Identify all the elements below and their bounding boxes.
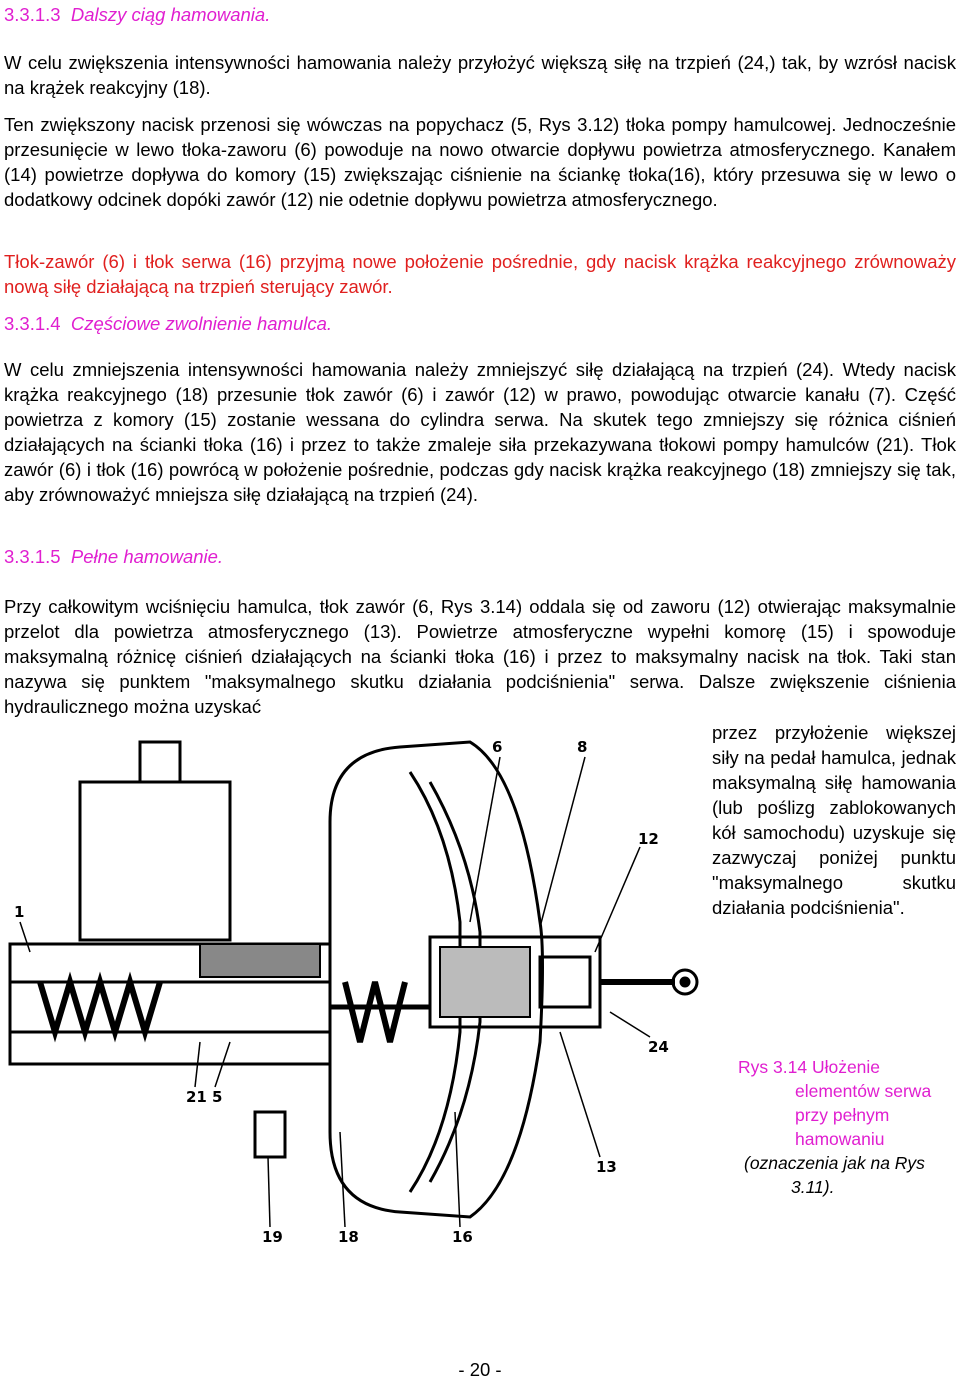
caption-text: przy pełnym xyxy=(795,1105,890,1125)
figure-caption xyxy=(738,1055,956,1199)
part-label: 16 xyxy=(452,1228,473,1246)
caption-text: hamowaniu xyxy=(795,1129,885,1149)
section-heading-3-3-1-5: 3.3.1.5 Pełne hamowanie. xyxy=(4,546,224,567)
paragraph: Przy całkowitym wciśnięciu hamulca, tłok zawór (6, Rys 3.14) oddala się od zaworu (12) otwierając maksymalnie przelot dla powietrza atmosferycznego (13). Powietrze atmosferyczne wypełni komorę (15) i spowoduje maksymalną różnicę ciśnień działających na ścianki tłoka (16) i przez to maksymalny nacisk na tłok. Taki stan nazywa się punktem "maksymalnego skutku działania podciśnienia" serwa. Dalsze zwiększenie ciśnienia hydraulicznego można uzyskać xyxy=(4,596,956,717)
caption-text: Ułożenie xyxy=(811,1057,881,1077)
figure-number: Rys 3.14 xyxy=(738,1057,808,1077)
caption-text: elementów serwa xyxy=(795,1081,932,1101)
section-title: Dalszy ciąg hamowania. xyxy=(70,4,271,25)
caption-note: 3.11). xyxy=(791,1177,835,1197)
section-title: Częściowe zwolnienie hamulca. xyxy=(70,313,333,334)
reservoir-shape xyxy=(80,782,230,940)
part-label: 5 xyxy=(212,1088,223,1106)
section-heading-3-3-1-3: 3.3.1.3 Dalszy ciąg hamowania. xyxy=(4,4,271,25)
paragraph-highlighted: Tłok-zawór (6) i tłok serwa (16) przyjmą nowe położenie pośrednie, gdy nacisk krążka reakcyjnego zrównoważy nową siłę działającą na trzpień sterujący zawór. xyxy=(4,251,956,297)
check-valve-shape xyxy=(255,1112,285,1157)
page-number: - 20 - xyxy=(458,1359,502,1380)
part-label: 19 xyxy=(262,1228,283,1246)
part-label: 13 xyxy=(596,1158,617,1176)
part-label: 8 xyxy=(577,738,588,756)
section-title: Pełne hamowanie. xyxy=(70,546,224,567)
part-label: 18 xyxy=(338,1228,359,1246)
paragraph: Ten zwiększony nacisk przenosi się wówczas na popychacz (5, Rys 3.12) tłoka pompy hamulcowej. Jednocześnie przesunięcie w lewo tłoka-zaworu (6) powoduje na nowo otwarcie dopływu powietrza atmosferycznego. Kanałem (14) powietrze dopływa do komory (15) zwiększając ciśnienie na ściankę tłoka(16), który przesuwa się w lewo o dodatkowy odcinek dopóki zawór (12) nie odetnie dopływu powietrza atmosferycznego. xyxy=(4,114,956,210)
part-label: 24 xyxy=(648,1038,669,1056)
paragraph: W celu zwiększenia intensywności hamowania należy przyłożyć większą siłę na trzpień (24,) tak, by wzrósł nacisk na krążek reakcyjny (18). xyxy=(4,52,956,98)
caption-note: (oznaczenia jak na Rys xyxy=(744,1153,925,1173)
part-label: 12 xyxy=(638,830,659,848)
section-heading-3-3-1-4: 3.3.1.4 Częściowe zwolnienie hamulca. xyxy=(4,313,333,334)
part-label: 1 xyxy=(14,903,25,921)
paragraph-continued: przez przyłożenie większej siły na pedał hamulca, jednak maksymalną siłę hamowania (lub poślizg zablokowanych kół samochodu) uzyskuje się zazwyczaj poniżej punktu "maksymalnego skutku działania podciśnienia". xyxy=(712,722,956,918)
paragraph: W celu zmniejszenia intensywności hamowania należy zmniejszyć siłę działającą na trzpień (24). Wtedy nacisk krążka reakcyjnego (18) przesunie tłok zawór (6) i zawór (12) w prawo, powodując otwarcie kanału (7). Część powietrza z komory (15) zostanie wessana do cylindra serwa. Na skutek tego zmniejszy się różnica ciśnień działających na ścianki tłoka (16) i przez to także zmaleje siła przekazywana tłokowi pompy hamulców (21). Tłok zawór (6) i tłok (16) powrócą w położenie pośrednie, podczas gdy nacisk krążka reakcyjnego (18) zmniejszy się tak, aby zrównoważyć mniejsza siłę działającą na trzpień (24). xyxy=(4,359,956,505)
part-label: 21 xyxy=(186,1088,207,1106)
brake-servo-diagram xyxy=(0,712,705,1252)
part-label: 6 xyxy=(492,738,503,756)
